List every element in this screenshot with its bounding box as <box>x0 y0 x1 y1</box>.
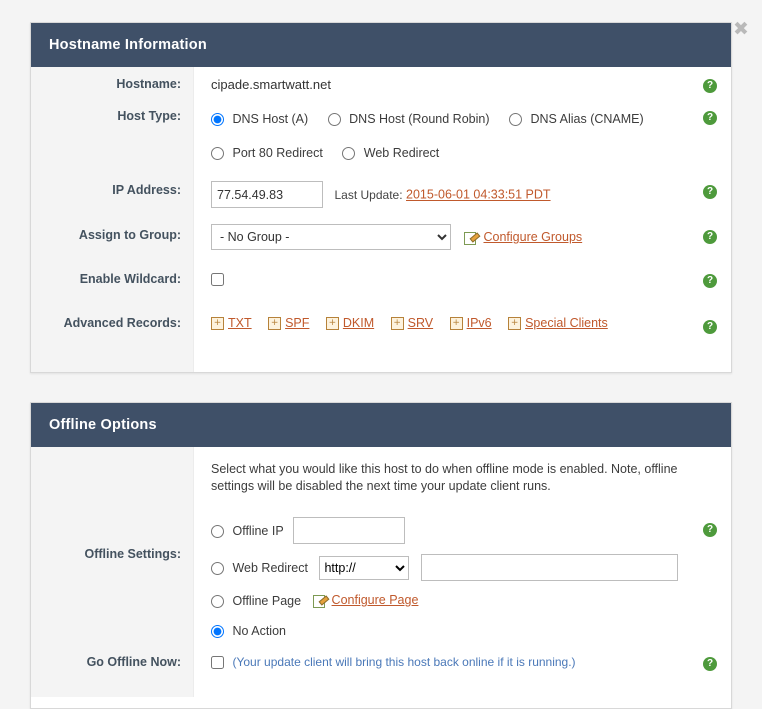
radio-input-no-action[interactable] <box>211 625 224 638</box>
plus-icon: + <box>211 317 224 330</box>
radio-input-port-80-redirect[interactable] <box>211 147 224 160</box>
assign-group-field <box>193 214 731 256</box>
configure-icon <box>313 594 327 608</box>
help-icon[interactable] <box>703 657 717 671</box>
radio-offline-page[interactable] <box>211 591 301 611</box>
offline-page-label: Offline Page <box>232 594 302 608</box>
web-redirect-label: Web Redirect <box>232 560 308 575</box>
offline-page-line <box>211 591 691 611</box>
offline-ip-input[interactable] <box>293 517 405 544</box>
radio-port-80-redirect[interactable] <box>211 143 323 163</box>
help-icon[interactable] <box>703 111 717 125</box>
hostname-panel-body <box>31 67 731 372</box>
hostname-information-panel <box>30 22 732 373</box>
radio-label-dns-host-rr: DNS Host (Round Robin) <box>349 111 490 126</box>
row-hostname <box>31 67 731 99</box>
radio-input-offline-ip[interactable] <box>211 525 224 538</box>
go-offline-checkbox[interactable] <box>211 656 224 669</box>
radio-dns-host-a[interactable] <box>211 109 308 129</box>
radio-no-action[interactable] <box>211 621 286 641</box>
offline-ip-label: Offline IP <box>232 523 284 538</box>
go-offline-note: (Your update client will bring this host back online if it is running.) <box>232 655 576 669</box>
help-icon[interactable] <box>703 79 717 93</box>
configure-page-link[interactable]: Configure Page <box>331 593 419 608</box>
row-offline-settings <box>31 501 731 647</box>
radio-input-web-redirect[interactable] <box>342 147 355 160</box>
offline-panel-body <box>31 447 731 697</box>
hostname-panel-title: Hostname Information <box>31 23 731 67</box>
plus-icon: + <box>450 317 463 330</box>
radio-label-port-80-redirect: Port 80 Redirect <box>232 145 323 160</box>
last-update-value[interactable]: 2015-06-01 04:33:51 PDT <box>406 187 551 202</box>
offline-ip-line <box>211 517 691 544</box>
host-type-label: Host Type: <box>117 109 181 123</box>
row-ip-address <box>31 169 731 214</box>
advanced-record-label[interactable]: SRV <box>407 316 434 330</box>
hostname-field <box>193 67 731 98</box>
row-assign-group <box>31 214 731 258</box>
help-icon[interactable] <box>703 230 717 244</box>
radio-web-redirect[interactable] <box>342 143 439 163</box>
help-icon[interactable] <box>703 185 717 199</box>
assign-group-select[interactable] <box>211 224 451 250</box>
offline-settings-field <box>193 501 731 647</box>
advanced-record-txt[interactable] <box>211 316 252 330</box>
web-redirect-url-input[interactable] <box>421 554 678 581</box>
configure-page-wrap[interactable] <box>313 593 419 607</box>
advanced-record-dkim[interactable] <box>326 316 374 330</box>
enable-wildcard-field <box>193 258 731 292</box>
advanced-record-srv[interactable] <box>391 316 433 330</box>
radio-dns-alias-cname[interactable] <box>509 109 644 129</box>
configure-groups-wrap[interactable] <box>464 230 582 244</box>
advanced-record-label[interactable]: TXT <box>228 316 252 330</box>
close-icon[interactable]: ✖ <box>733 18 749 40</box>
advanced-record-label[interactable]: SPF <box>285 316 310 330</box>
advanced-record-ipv6[interactable] <box>450 316 492 330</box>
radio-offline-ip[interactable] <box>211 521 284 541</box>
go-offline-field <box>193 647 731 675</box>
hostname-value: cipade.smartwatt.net <box>211 77 331 92</box>
row-enable-wildcard <box>31 258 731 298</box>
last-update-label: Last Update: <box>334 187 403 202</box>
advanced-record-special-clients[interactable] <box>508 316 608 330</box>
go-offline-label: Go Offline Now: <box>86 655 181 669</box>
plus-icon: + <box>508 317 521 330</box>
advanced-records-label: Advanced Records: <box>63 316 181 330</box>
offline-options-panel <box>30 402 732 709</box>
advanced-record-label[interactable]: DKIM <box>342 316 375 330</box>
web-redirect-protocol-select[interactable] <box>319 556 409 580</box>
radio-label-dns-alias-cname: DNS Alias (CNAME) <box>530 111 644 126</box>
configure-icon <box>464 231 478 245</box>
ip-address-input[interactable] <box>211 181 323 208</box>
advanced-record-label[interactable]: IPv6 <box>466 316 492 330</box>
advanced-record-spf[interactable] <box>268 316 309 330</box>
radio-dns-host-rr[interactable] <box>328 109 490 129</box>
help-icon[interactable] <box>703 320 717 334</box>
plus-icon: + <box>268 317 281 330</box>
row-go-offline-now <box>31 647 731 677</box>
row-advanced-records <box>31 298 731 354</box>
radio-label-dns-host-a: DNS Host (A) <box>232 111 309 126</box>
assign-group-label: Assign to Group: <box>78 228 181 242</box>
radio-input-dns-alias-cname[interactable] <box>509 113 522 126</box>
offline-panel-title: Offline Options <box>31 403 731 447</box>
radio-input-dns-host-rr[interactable] <box>328 113 341 126</box>
plus-icon: + <box>326 317 339 330</box>
radio-input-dns-host-a[interactable] <box>211 113 224 126</box>
configure-groups-link[interactable]: Configure Groups <box>483 230 583 244</box>
enable-wildcard-checkbox[interactable] <box>211 273 224 286</box>
plus-icon: + <box>391 317 404 330</box>
offline-settings-label: Offline Settings: <box>84 547 181 561</box>
radio-label-web-redirect: Web Redirect <box>363 145 440 160</box>
no-action-line <box>211 621 691 641</box>
web-redirect-line <box>211 554 691 581</box>
host-type-field <box>193 99 731 169</box>
help-icon[interactable] <box>703 274 717 288</box>
row-host-type <box>31 99 731 169</box>
advanced-records-field <box>193 298 731 336</box>
ip-address-label: IP Address: <box>112 183 181 197</box>
enable-wildcard-label: Enable Wildcard: <box>79 272 181 286</box>
hostname-label: Hostname: <box>116 77 181 91</box>
radio-web-redirect-offline[interactable] <box>211 558 308 578</box>
no-action-label: No Action <box>232 624 286 638</box>
help-icon[interactable] <box>703 523 717 537</box>
ip-address-field <box>193 169 731 214</box>
advanced-record-label[interactable]: Special Clients <box>525 316 608 330</box>
radio-input-offline-page[interactable] <box>211 595 224 608</box>
offline-description: Select what you would like this host to do when offline mode is enabled. Note, offline settings will be disabled the next time your update client runs. <box>211 462 678 493</box>
radio-input-web-redirect-offline[interactable] <box>211 562 224 575</box>
